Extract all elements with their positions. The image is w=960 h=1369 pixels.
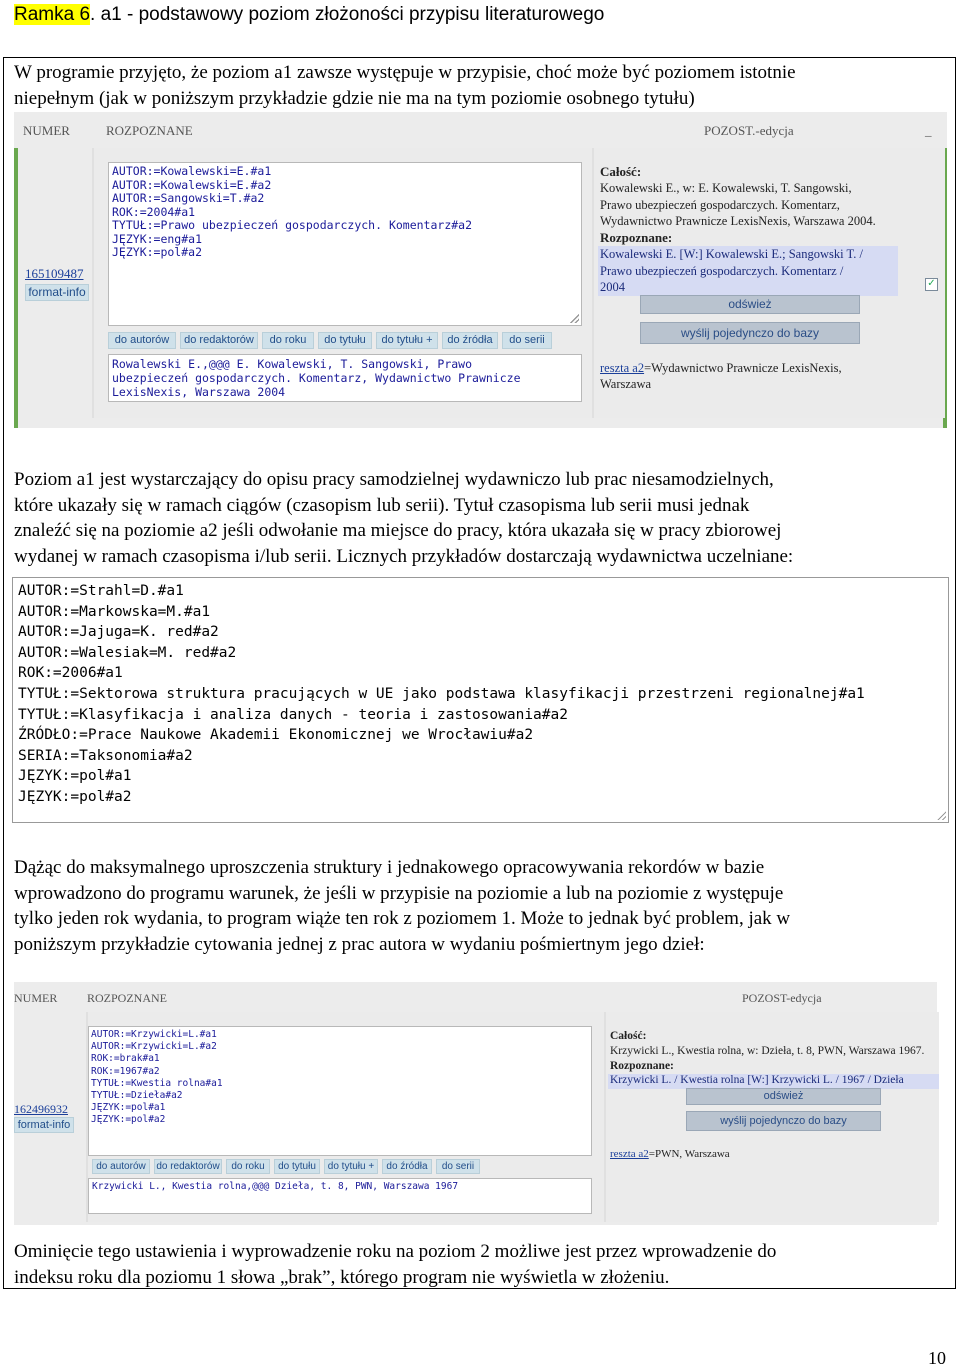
reszta-text — [610, 1148, 730, 1160]
code-line: TYTUŁ:=Sektorowa struktura pracujących w UE jako podstawa klasyfikacji przestrzeni regionalnej#a1 — [18, 685, 865, 702]
paragraph-line: wydanej w ramach czasopisma i/lub serii. Licznych przykładów dostarczają wydawnictwa uczelniane: — [14, 545, 794, 567]
to-source-button[interactable]: do źródła — [442, 332, 498, 349]
to-source-button[interactable]: do źródła — [382, 1159, 432, 1174]
code-line: AUTOR:=Strahl=D.#a1 — [18, 583, 184, 599]
output-textarea[interactable] — [88, 1178, 592, 1214]
to-editors-button[interactable]: do redaktorów — [180, 332, 258, 349]
calosc-text — [600, 180, 876, 230]
paragraph-line: wprowadzono do programu warunek, że jeśli w przypisie na poziomie a lub na poziomie z występuje — [14, 882, 784, 904]
app-screenshot-1 — [14, 112, 947, 428]
calosc-line: Prawo ubezpieczeń gospodarczych. Komentarz, — [600, 197, 840, 212]
paragraph-line: znaleźć się na poziomie a2 jeśli odwołanie ma miejsce do pracy, która ukazała się w pracy zbiorowej — [14, 520, 782, 541]
input-line: AUTOR:=Kowalewski=E.#a2 — [112, 177, 272, 192]
paragraph-line: Dążąc do maksymalnego uproszczenia struktury i jednakowego opracowywania rekordów w bazie — [14, 857, 765, 878]
record-code-box[interactable] — [12, 577, 949, 823]
input-line: TYTUŁ:=Kwestia rolna#a1 — [91, 1077, 223, 1089]
rozpoznane-line: Prawo ubezpieczeń gospodarczych. Komentarz / — [600, 263, 844, 278]
tab-rozpoznane[interactable]: ROZPOZNANE — [106, 123, 193, 138]
paragraph-1 — [14, 60, 796, 111]
send-to-database-button[interactable]: wyślij pojedynczo do bazy — [686, 1111, 881, 1131]
tab-pozost-edycja[interactable]: POZOST.-edycja — [704, 123, 794, 138]
reszta-value: =Wydawnictwo Prawnicze LexisNexis, — [644, 361, 842, 375]
to-authors-button[interactable]: do autorów — [92, 1159, 150, 1174]
output-line: ubezpieczeń gospodarczych. Komentarz, Wydawnictwo Prawnicze — [112, 371, 521, 385]
left-panel — [14, 1012, 86, 1222]
to-editors-button[interactable]: do redaktorów — [154, 1159, 222, 1174]
paragraph-line: indeksu roku dla poziomu 1 słowa „brak”, którego program nie wyświetla w złożeniu. — [14, 1266, 670, 1288]
resize-handle-icon[interactable] — [570, 314, 579, 323]
input-line: ROK:=2004#a1 — [112, 204, 196, 219]
input-line: JĘZYK:=pol#a2 — [91, 1114, 166, 1126]
input-line: JĘZYK:=eng#a1 — [112, 231, 203, 246]
tab-pozost-edycja[interactable]: POZOST-edycja — [742, 991, 822, 1005]
to-title-plus-button[interactable]: do tytułu + — [376, 332, 438, 349]
paragraph-2 — [14, 467, 793, 569]
paragraph-line: tylko jeden rok wydania, to program wiąże ten rok z poziomem 1. Może to jednak być problem, jak w — [14, 908, 791, 929]
resize-handle-icon[interactable] — [937, 811, 946, 820]
format-info-button[interactable]: format-info — [25, 284, 89, 301]
input-line: AUTOR:=Krzywicki=L.#a2 — [91, 1041, 217, 1053]
refresh-button[interactable]: odśwież — [640, 295, 860, 314]
app-tabbar — [14, 982, 937, 1012]
output-line: Krzywicki L., Kwestia rolna,@@@ Dzieła, t. 8, PWN, Warszawa 1967 — [92, 1181, 459, 1192]
to-series-button[interactable]: do serii — [502, 332, 552, 349]
input-line: AUTOR:=Sangowski=T.#a2 — [112, 191, 265, 205]
preview-panel — [592, 148, 945, 418]
paragraph-3 — [14, 855, 790, 957]
to-year-button[interactable]: do roku — [226, 1159, 270, 1174]
calosc-label: Całość: — [600, 164, 642, 179]
frame-title-text: . a1 - podstawowy poziom złożoności przypisu literaturowego — [90, 4, 605, 25]
to-year-button[interactable]: do roku — [262, 332, 314, 349]
paragraph-line: poniższym przykładzie cytowania jednej z prac autora w wydaniu pośmiertnym jego dzieł: — [14, 933, 705, 955]
input-line: TYTUŁ:=Prawo ubezpieczeń gospodarczych. Komentarz#a2 — [112, 218, 473, 232]
format-info-button[interactable]: format-info — [14, 1117, 74, 1133]
rozpoznane-line: Krzywicki L. / Kwestia rolna [W:] Krzywicki L. / 1967 / Dzieła — [610, 1074, 904, 1086]
minimize-button[interactable]: _ — [925, 123, 932, 138]
reszta-value: =PWN, Warszawa — [648, 1148, 730, 1160]
paragraph-line: Poziom a1 jest wystarczający do opisu pracy samodzielnej wydawniczo lub prac niesamodzielnych, — [14, 469, 774, 490]
input-line: JĘZYK:=pol#a1 — [91, 1102, 166, 1114]
tab-numer[interactable]: NUMER — [23, 123, 70, 138]
calosc-line: Krzywicki L., Kwestia rolna, w: Dzieła, t. 8, PWN, Warszawa 1967. — [610, 1045, 925, 1057]
code-line: TYTUŁ:=Klasyfikacja i analiza danych - teoria i zastosowania#a2 — [18, 706, 568, 723]
input-line: ROK:=brak#a1 — [91, 1053, 160, 1065]
input-line: ROK:=1967#a2 — [91, 1065, 160, 1077]
to-title-button[interactable]: do tytułu — [274, 1159, 320, 1174]
editor-panel — [92, 148, 594, 418]
reszta-link[interactable]: reszta a2 — [600, 361, 645, 375]
send-to-database-button[interactable]: wyślij pojedynczo do bazy — [640, 322, 860, 344]
reszta-text — [600, 360, 842, 392]
rozpoznane-text — [600, 246, 863, 296]
code-line: ROK:=2006#a1 — [18, 665, 123, 682]
calosc-line: Kowalewski E., w: E. Kowalewski, T. Sangowski, — [600, 181, 852, 195]
code-line: JĘZYK:=pol#a2 — [18, 788, 132, 805]
calosc-label: Całość: — [610, 1030, 647, 1042]
tab-rozpoznane[interactable]: ROZPOZNANE — [87, 991, 167, 1005]
paragraph-line: niepełnym (jak w poniższym przykładzie gdzie nie ma na tym poziomie osobnego tytułu) — [14, 87, 695, 109]
rozpoznane-label: Rozpoznane: — [600, 230, 673, 245]
code-line: AUTOR:=Walesiak=M. red#a2 — [18, 644, 237, 661]
reszta-link[interactable]: reszta a2 — [610, 1148, 649, 1160]
left-panel — [18, 148, 92, 418]
paragraph-line: które ukazały się w ramach ciągów (czasopism lub serii). Tytuł czasopisma lub serii musi jednak — [14, 494, 750, 516]
input-line: AUTOR:=Kowalewski=E.#a1 — [112, 164, 272, 178]
frame-title — [14, 4, 604, 26]
output-textarea[interactable] — [108, 354, 582, 402]
record-id-link[interactable]: 162496932 — [14, 1102, 68, 1116]
output-line: Rowalewski E.,@@@ E. Kowalewski, T. Sangowski, Prawo — [112, 357, 473, 371]
input-line: AUTOR:=Krzywicki=L.#a1 — [91, 1029, 217, 1040]
reszta-value-2: Warszawa — [600, 377, 652, 391]
rozpoznane-line: 2004 — [600, 280, 625, 294]
editor-panel — [86, 1012, 606, 1222]
tab-numer[interactable]: NUMER — [14, 991, 58, 1005]
input-line: TYTUŁ:=Dzieła#a2 — [91, 1090, 183, 1102]
to-title-plus-button[interactable]: do tytułu + — [324, 1159, 378, 1174]
code-line: AUTOR:=Jajuga=K. red#a2 — [18, 624, 219, 641]
code-line: AUTOR:=Markowska=M.#a1 — [18, 603, 211, 620]
preview-panel — [604, 1012, 939, 1222]
input-line: JĘZYK:=pol#a2 — [112, 245, 203, 259]
frame-title-highlight: Ramka 6 — [14, 4, 91, 25]
code-line: JĘZYK:=pol#a1 — [18, 768, 132, 785]
to-title-button[interactable]: do tytułu — [318, 332, 372, 349]
to-series-button[interactable]: do serii — [436, 1159, 480, 1174]
rozpoznane-line: Kowalewski E. [W:] Kowalewski E.; Sangowski T. / — [600, 247, 863, 261]
code-line: SERIA:=Taksonomia#a2 — [18, 747, 193, 764]
to-authors-button[interactable]: do autorów — [108, 332, 176, 349]
code-line: ŹRÓDŁO:=Prace Naukowe Akademii Ekonomicznej we Wrocławiu#a2 — [18, 727, 534, 744]
rozpoznane-label: Rozpoznane: — [610, 1060, 674, 1072]
refresh-button[interactable]: odśwież — [686, 1088, 881, 1105]
record-id-link[interactable]: 165109487 — [25, 266, 84, 281]
input-textarea[interactable] — [88, 1026, 592, 1156]
page-number: 10 — [928, 1348, 946, 1368]
input-textarea[interactable] — [108, 162, 582, 326]
app-screenshot-2 — [14, 982, 937, 1225]
app-tabbar — [14, 112, 947, 148]
paragraph-4 — [14, 1239, 776, 1290]
paragraph-line: W programie przyjęto, że poziom a1 zawsze występuje w przypisie, choć może być poziomem istotnie — [14, 62, 796, 83]
output-line: LexisNexis, Warszawa 2004 — [112, 385, 286, 399]
calosc-line: Wydawnictwo Prawnicze LexisNexis, Warszawa 2004. — [600, 214, 876, 228]
paragraph-line: Ominięcie tego ustawienia i wyprowadzenie roku na poziom 2 możliwe jest przez wprowadzenie do — [14, 1241, 777, 1262]
confirm-checkbox[interactable]: ✓ — [925, 278, 938, 291]
